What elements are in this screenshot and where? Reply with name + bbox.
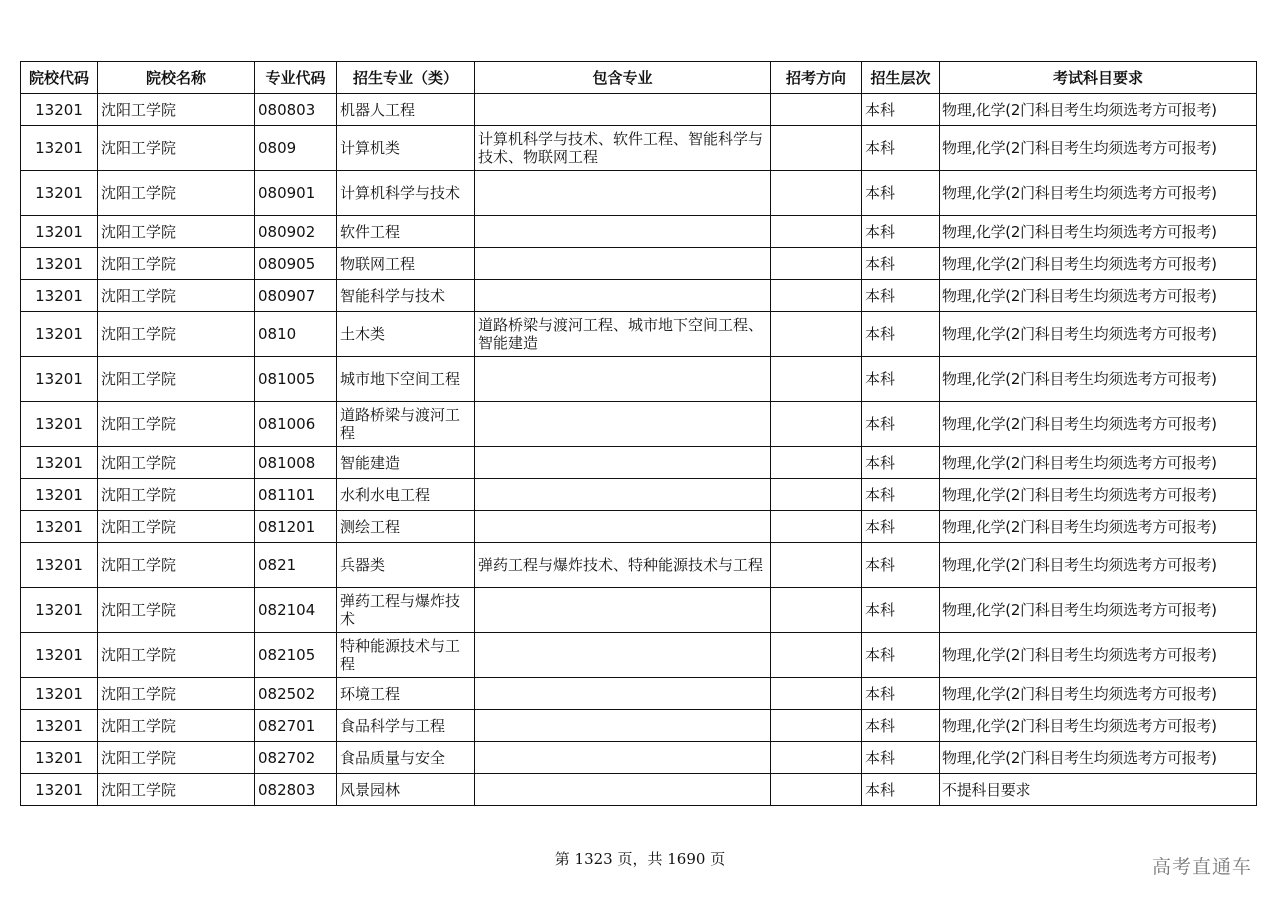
cell-includes	[475, 248, 771, 280]
cell-includes	[475, 216, 771, 248]
cell-level: 本科	[862, 248, 940, 280]
cell-includes: 道路桥梁与渡河工程、城市地下空间工程、智能建造	[475, 312, 771, 357]
cell-school-code: 13201	[21, 94, 98, 126]
cell-direction	[771, 126, 862, 171]
cell-includes: 计算机科学与技术、软件工程、智能科学与技术、物联网工程	[475, 126, 771, 171]
cell-level: 本科	[862, 742, 940, 774]
cell-school-code: 13201	[21, 710, 98, 742]
cell-school-code: 13201	[21, 171, 98, 216]
cell-major-code: 0810	[255, 312, 337, 357]
table-row	[21, 588, 1257, 633]
cell-school-name: 沈阳工学院	[98, 248, 255, 280]
cell-school-code: 13201	[21, 774, 98, 806]
cell-school-name: 沈阳工学院	[98, 171, 255, 216]
table-header-row	[21, 62, 1257, 94]
cell-school-name: 沈阳工学院	[98, 312, 255, 357]
cell-requirement: 物理,化学(2门科目考生均须选考方可报考)	[940, 357, 1257, 402]
cell-major-code: 080905	[255, 248, 337, 280]
cell-direction	[771, 742, 862, 774]
header-major-code: 专业代码	[255, 62, 337, 94]
cell-level: 本科	[862, 280, 940, 312]
cell-level: 本科	[862, 357, 940, 402]
header-school-name: 院校名称	[98, 62, 255, 94]
table-row	[21, 447, 1257, 479]
cell-major-code: 081101	[255, 479, 337, 511]
cell-requirement: 物理,化学(2门科目考生均须选考方可报考)	[940, 479, 1257, 511]
cell-school-code: 13201	[21, 479, 98, 511]
header-includes: 包含专业	[475, 62, 771, 94]
cell-level: 本科	[862, 126, 940, 171]
cell-major: 水利水电工程	[337, 479, 475, 511]
cell-major-code: 082803	[255, 774, 337, 806]
cell-includes	[475, 280, 771, 312]
cell-direction	[771, 633, 862, 678]
cell-requirement: 物理,化学(2门科目考生均须选考方可报考)	[940, 216, 1257, 248]
cell-school-code: 13201	[21, 633, 98, 678]
cell-level: 本科	[862, 402, 940, 447]
cell-direction	[771, 312, 862, 357]
cell-requirement: 物理,化学(2门科目考生均须选考方可报考)	[940, 678, 1257, 710]
cell-major-code: 081005	[255, 357, 337, 402]
cell-major-code: 081006	[255, 402, 337, 447]
cell-major: 计算机类	[337, 126, 475, 171]
table-row	[21, 633, 1257, 678]
cell-includes	[475, 774, 771, 806]
cell-school-name: 沈阳工学院	[98, 447, 255, 479]
cell-direction	[771, 248, 862, 280]
cell-includes	[475, 633, 771, 678]
table-body	[21, 94, 1257, 806]
cell-school-code: 13201	[21, 126, 98, 171]
cell-level: 本科	[862, 447, 940, 479]
cell-includes	[475, 710, 771, 742]
cell-school-code: 13201	[21, 588, 98, 633]
cell-level: 本科	[862, 678, 940, 710]
cell-school-name: 沈阳工学院	[98, 216, 255, 248]
cell-includes	[475, 357, 771, 402]
cell-major: 食品质量与安全	[337, 742, 475, 774]
cell-major: 物联网工程	[337, 248, 475, 280]
cell-level: 本科	[862, 588, 940, 633]
cell-major: 兵器类	[337, 543, 475, 588]
cell-direction	[771, 171, 862, 216]
cell-includes	[475, 479, 771, 511]
cell-direction	[771, 774, 862, 806]
header-school-code: 院校代码	[21, 62, 98, 94]
cell-level: 本科	[862, 171, 940, 216]
cell-school-name: 沈阳工学院	[98, 774, 255, 806]
cell-school-name: 沈阳工学院	[98, 357, 255, 402]
cell-requirement: 物理,化学(2门科目考生均须选考方可报考)	[940, 171, 1257, 216]
cell-direction	[771, 511, 862, 543]
cell-school-code: 13201	[21, 511, 98, 543]
cell-level: 本科	[862, 94, 940, 126]
footer-page-number: 1323	[574, 850, 613, 868]
cell-major: 智能科学与技术	[337, 280, 475, 312]
cell-school-code: 13201	[21, 312, 98, 357]
cell-includes	[475, 742, 771, 774]
table-row	[21, 94, 1257, 126]
cell-school-code: 13201	[21, 402, 98, 447]
footer-suffix: 页	[705, 850, 726, 868]
cell-direction	[771, 402, 862, 447]
cell-includes	[475, 588, 771, 633]
cell-includes	[475, 402, 771, 447]
cell-requirement: 物理,化学(2门科目考生均须选考方可报考)	[940, 402, 1257, 447]
cell-includes	[475, 678, 771, 710]
table-row	[21, 543, 1257, 588]
cell-school-name: 沈阳工学院	[98, 678, 255, 710]
table-row	[21, 171, 1257, 216]
table-row	[21, 312, 1257, 357]
cell-major: 弹药工程与爆炸技术	[337, 588, 475, 633]
cell-major: 特种能源技术与工程	[337, 633, 475, 678]
cell-direction	[771, 280, 862, 312]
cell-level: 本科	[862, 312, 940, 357]
cell-major: 食品科学与工程	[337, 710, 475, 742]
table-row	[21, 710, 1257, 742]
footer-prefix: 第	[554, 850, 575, 868]
cell-includes	[475, 171, 771, 216]
cell-direction	[771, 94, 862, 126]
cell-requirement: 物理,化学(2门科目考生均须选考方可报考)	[940, 94, 1257, 126]
table-row	[21, 280, 1257, 312]
cell-level: 本科	[862, 543, 940, 588]
header-major: 招生专业（类）	[337, 62, 475, 94]
cell-level: 本科	[862, 511, 940, 543]
cell-school-name: 沈阳工学院	[98, 511, 255, 543]
cell-requirement: 物理,化学(2门科目考生均须选考方可报考)	[940, 511, 1257, 543]
table-row	[21, 678, 1257, 710]
admissions-table	[20, 61, 1257, 806]
table-row	[21, 511, 1257, 543]
footer-total-pages: 1690	[667, 850, 706, 868]
cell-major: 土木类	[337, 312, 475, 357]
cell-major-code: 0809	[255, 126, 337, 171]
cell-level: 本科	[862, 216, 940, 248]
cell-school-name: 沈阳工学院	[98, 710, 255, 742]
table-row	[21, 479, 1257, 511]
cell-major: 道路桥梁与渡河工程	[337, 402, 475, 447]
cell-school-name: 沈阳工学院	[98, 479, 255, 511]
cell-direction	[771, 447, 862, 479]
header-level: 招生层次	[862, 62, 940, 94]
cell-requirement: 物理,化学(2门科目考生均须选考方可报考)	[940, 633, 1257, 678]
table-row	[21, 774, 1257, 806]
cell-school-name: 沈阳工学院	[98, 94, 255, 126]
cell-major: 风景园林	[337, 774, 475, 806]
cell-major-code: 082701	[255, 710, 337, 742]
cell-requirement: 物理,化学(2门科目考生均须选考方可报考)	[940, 710, 1257, 742]
cell-includes	[475, 447, 771, 479]
footer-middle: 页，共	[612, 850, 668, 868]
cell-major: 智能建造	[337, 447, 475, 479]
cell-major-code: 080803	[255, 94, 337, 126]
cell-school-code: 13201	[21, 678, 98, 710]
cell-school-name: 沈阳工学院	[98, 280, 255, 312]
cell-requirement: 物理,化学(2门科目考生均须选考方可报考)	[940, 588, 1257, 633]
cell-requirement: 物理,化学(2门科目考生均须选考方可报考)	[940, 280, 1257, 312]
cell-major: 机器人工程	[337, 94, 475, 126]
cell-school-code: 13201	[21, 248, 98, 280]
cell-direction	[771, 479, 862, 511]
cell-direction	[771, 543, 862, 588]
cell-direction	[771, 588, 862, 633]
cell-requirement: 不提科目要求	[940, 774, 1257, 806]
page-footer	[0, 848, 1280, 869]
cell-requirement: 物理,化学(2门科目考生均须选考方可报考)	[940, 248, 1257, 280]
cell-major: 软件工程	[337, 216, 475, 248]
table-row	[21, 357, 1257, 402]
table-row	[21, 402, 1257, 447]
cell-direction	[771, 216, 862, 248]
cell-school-code: 13201	[21, 216, 98, 248]
cell-direction	[771, 357, 862, 402]
cell-school-code: 13201	[21, 357, 98, 402]
cell-school-name: 沈阳工学院	[98, 588, 255, 633]
cell-major-code: 080902	[255, 216, 337, 248]
table-row	[21, 216, 1257, 248]
cell-school-name: 沈阳工学院	[98, 126, 255, 171]
cell-major: 测绘工程	[337, 511, 475, 543]
cell-major: 城市地下空间工程	[337, 357, 475, 402]
cell-major-code: 082702	[255, 742, 337, 774]
cell-major-code: 082104	[255, 588, 337, 633]
header-direction: 招考方向	[771, 62, 862, 94]
cell-level: 本科	[862, 710, 940, 742]
header-requirement: 考试科目要求	[940, 62, 1257, 94]
cell-major-code: 0821	[255, 543, 337, 588]
cell-requirement: 物理,化学(2门科目考生均须选考方可报考)	[940, 543, 1257, 588]
cell-major-code: 080901	[255, 171, 337, 216]
cell-includes: 弹药工程与爆炸技术、特种能源技术与工程	[475, 543, 771, 588]
cell-requirement: 物理,化学(2门科目考生均须选考方可报考)	[940, 312, 1257, 357]
cell-school-name: 沈阳工学院	[98, 543, 255, 588]
cell-includes	[475, 94, 771, 126]
cell-level: 本科	[862, 479, 940, 511]
cell-major-code: 081008	[255, 447, 337, 479]
cell-level: 本科	[862, 774, 940, 806]
cell-major-code: 081201	[255, 511, 337, 543]
cell-requirement: 物理,化学(2门科目考生均须选考方可报考)	[940, 447, 1257, 479]
cell-level: 本科	[862, 633, 940, 678]
cell-school-name: 沈阳工学院	[98, 742, 255, 774]
cell-requirement: 物理,化学(2门科目考生均须选考方可报考)	[940, 742, 1257, 774]
cell-requirement: 物理,化学(2门科目考生均须选考方可报考)	[940, 126, 1257, 171]
cell-major-code: 082502	[255, 678, 337, 710]
cell-school-code: 13201	[21, 742, 98, 774]
watermark: 高考直通车	[1151, 856, 1252, 878]
cell-direction	[771, 678, 862, 710]
cell-school-code: 13201	[21, 280, 98, 312]
cell-school-name: 沈阳工学院	[98, 402, 255, 447]
table-row	[21, 742, 1257, 774]
cell-school-name: 沈阳工学院	[98, 633, 255, 678]
cell-major-code: 082105	[255, 633, 337, 678]
cell-includes	[475, 511, 771, 543]
cell-major-code: 080907	[255, 280, 337, 312]
cell-direction	[771, 710, 862, 742]
table-row	[21, 248, 1257, 280]
cell-school-code: 13201	[21, 447, 98, 479]
cell-school-code: 13201	[21, 543, 98, 588]
table-row	[21, 126, 1257, 171]
cell-major: 环境工程	[337, 678, 475, 710]
cell-major: 计算机科学与技术	[337, 171, 475, 216]
